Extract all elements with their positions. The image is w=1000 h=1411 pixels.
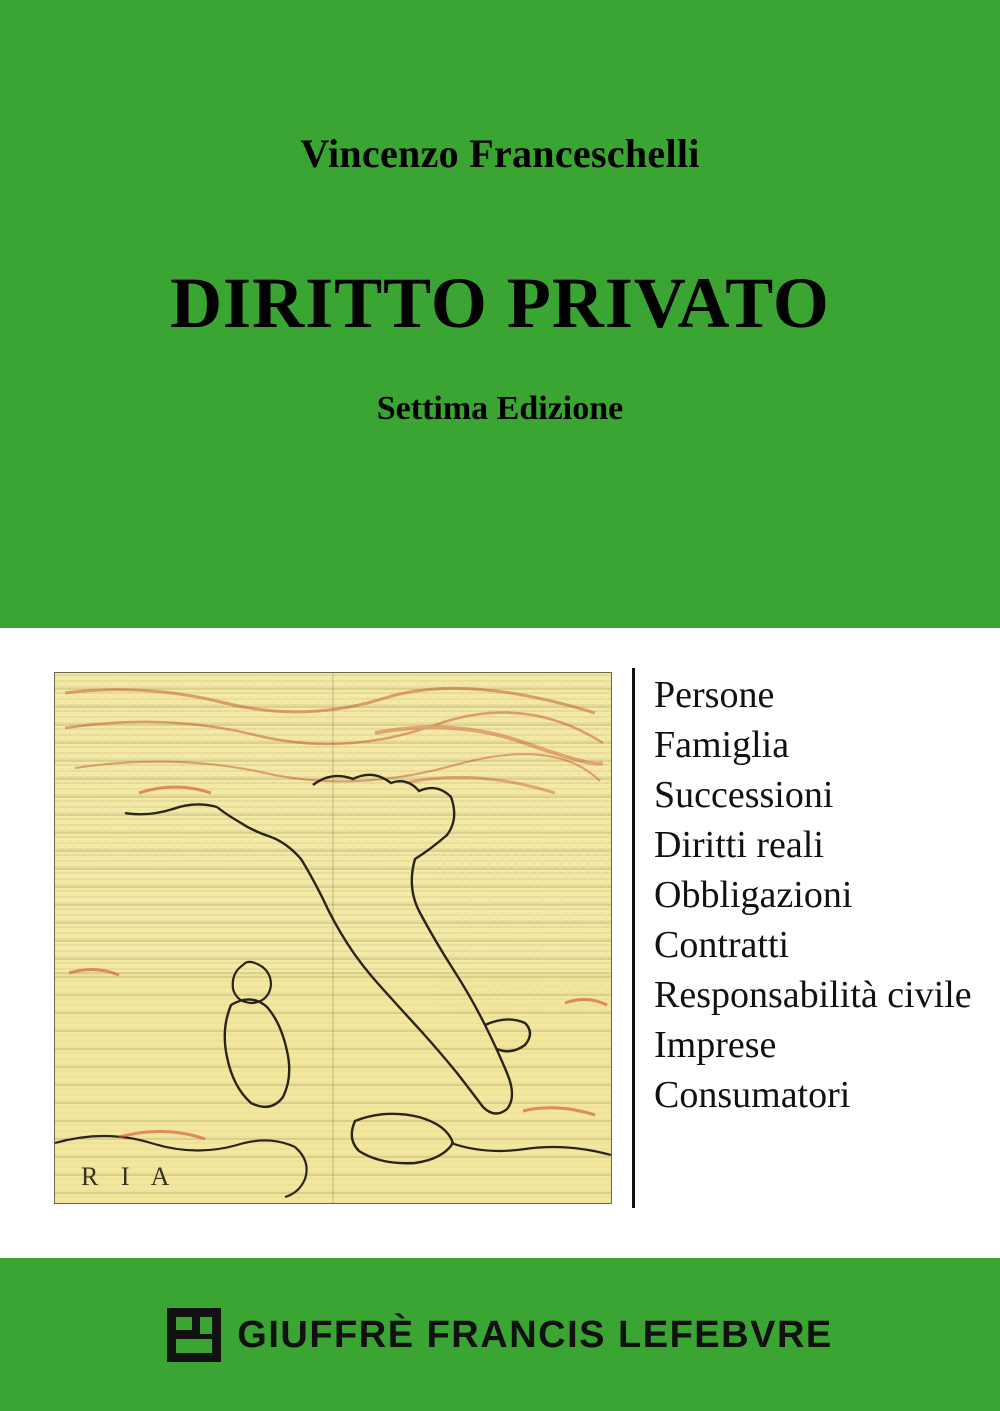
map-image (55, 673, 611, 1203)
list-item: Diritti reali (654, 824, 824, 866)
map-illustration (54, 672, 612, 1204)
vertical-divider (632, 668, 635, 1208)
publisher-name: GIUFFRÈ FRANCIS LEFEBVRE (237, 1313, 833, 1356)
list-item: Obbligazioni (654, 874, 853, 916)
list-item: Contratti (654, 924, 790, 966)
edition-label: Settima Edizione (376, 390, 624, 427)
list-item: Imprese (654, 1024, 777, 1066)
map-caption-text: R I A (81, 1162, 178, 1191)
cover-bottom-panel (0, 1258, 1000, 1411)
topics-list (654, 670, 984, 1120)
list-item: Consumatori (654, 1074, 851, 1116)
book-title: DIRITTO PRIVATO (170, 263, 830, 343)
cover-top-panel (0, 0, 1000, 628)
cover-middle-panel (0, 628, 1000, 1258)
giuffre-logo-icon (167, 1308, 221, 1362)
list-item: Persone (654, 674, 775, 716)
list-item: Successioni (654, 774, 834, 816)
publisher-block (0, 1308, 1000, 1362)
list-item: Responsabilità civile (654, 974, 972, 1016)
list-item: Famiglia (654, 724, 790, 766)
author-name: Vincenzo Franceschelli (300, 131, 700, 176)
